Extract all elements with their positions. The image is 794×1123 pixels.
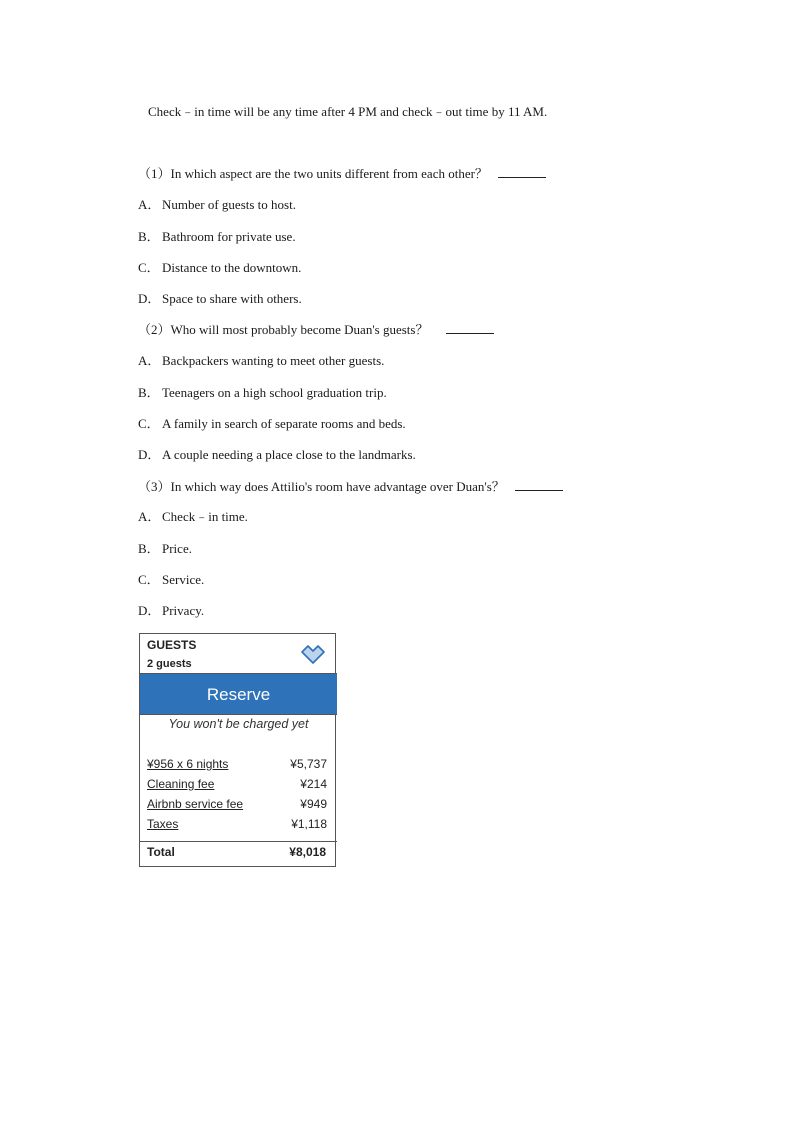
booking-card	[139, 633, 336, 867]
option-text: Bathroom for private use.	[162, 229, 296, 244]
question-stem-text: （2）Who will most probably become Duan's guests？	[138, 322, 429, 337]
option-text: Price.	[162, 541, 192, 556]
option-letter: A．	[138, 197, 161, 212]
option-text: A family in search of separate rooms and beds.	[162, 416, 406, 431]
fee-row-nights	[147, 757, 327, 773]
option-letter: A．	[138, 353, 161, 368]
question-3-option-b	[138, 541, 192, 557]
guests-selector[interactable]	[140, 634, 337, 674]
total-value: ¥8,018	[289, 845, 326, 859]
question-2-option-b	[138, 385, 387, 401]
option-letter: B．	[138, 541, 160, 556]
option-text: Check﹣in time.	[162, 509, 248, 524]
answer-blank	[498, 166, 546, 178]
option-text: Space to share with others.	[162, 291, 302, 306]
option-text: Distance to the downtown.	[162, 260, 302, 275]
fee-row-service	[147, 797, 327, 813]
fee-value: ¥949	[300, 797, 327, 811]
total-row	[140, 841, 337, 868]
fee-label[interactable]: ¥956 x 6 nights	[147, 757, 229, 771]
option-letter: B．	[138, 385, 160, 400]
intro-text: Check﹣in time will be any time after 4 PM and check﹣out time by 11 AM.	[148, 104, 548, 119]
fee-row-taxes	[147, 817, 327, 833]
option-text: Privacy.	[162, 603, 205, 618]
question-2-option-c	[138, 416, 406, 432]
option-text: Number of guests to host.	[162, 197, 296, 212]
answer-blank	[515, 479, 563, 491]
total-label: Total	[147, 845, 175, 859]
option-text: Teenagers on a high school graduation trip.	[162, 385, 387, 400]
option-letter: D．	[138, 291, 161, 306]
question-2-option-a	[138, 353, 384, 369]
chevron-down-icon[interactable]	[300, 644, 326, 666]
question-3-option-d	[138, 603, 204, 619]
question-stem-text: （1）In which aspect are the two units different from each other？	[138, 166, 488, 181]
option-letter: D．	[138, 603, 161, 618]
option-text: Backpackers wanting to meet other guests.	[162, 353, 385, 368]
reserve-button[interactable]: Reserve	[140, 674, 337, 715]
question-1-stem	[138, 166, 546, 182]
option-text: Service.	[162, 572, 205, 587]
option-letter: A．	[138, 509, 161, 524]
option-letter: D．	[138, 447, 161, 462]
fee-value: ¥214	[300, 777, 327, 791]
option-text: A couple needing a place close to the landmarks.	[162, 447, 416, 462]
question-2-option-d	[138, 447, 416, 463]
fee-row-cleaning	[147, 777, 327, 793]
option-letter: C．	[138, 260, 160, 275]
question-1-option-a	[138, 197, 296, 213]
question-1-option-b	[138, 229, 296, 245]
fee-value: ¥1,118	[291, 817, 327, 831]
guests-count: 2 guests	[147, 658, 192, 670]
option-letter: C．	[138, 572, 160, 587]
question-1-option-d	[138, 291, 302, 307]
fee-label[interactable]: Airbnb service fee	[147, 797, 244, 811]
question-stem-text: （3）In which way does Attilio's room have advantage over Duan's？	[138, 479, 505, 494]
no-charge-note: You won't be charged yet	[168, 717, 309, 731]
question-3-option-c	[138, 572, 204, 588]
question-2-stem	[138, 322, 494, 338]
fee-label[interactable]: Taxes	[147, 817, 179, 831]
question-3-option-a	[138, 509, 248, 525]
answer-blank	[446, 322, 494, 334]
option-letter: C．	[138, 416, 160, 431]
question-1-option-c	[138, 260, 301, 276]
question-3-stem	[138, 479, 563, 495]
guests-title: GUESTS	[147, 638, 197, 652]
option-letter: B．	[138, 229, 160, 244]
fee-value: ¥5,737	[290, 757, 327, 771]
fee-label[interactable]: Cleaning fee	[147, 777, 215, 791]
